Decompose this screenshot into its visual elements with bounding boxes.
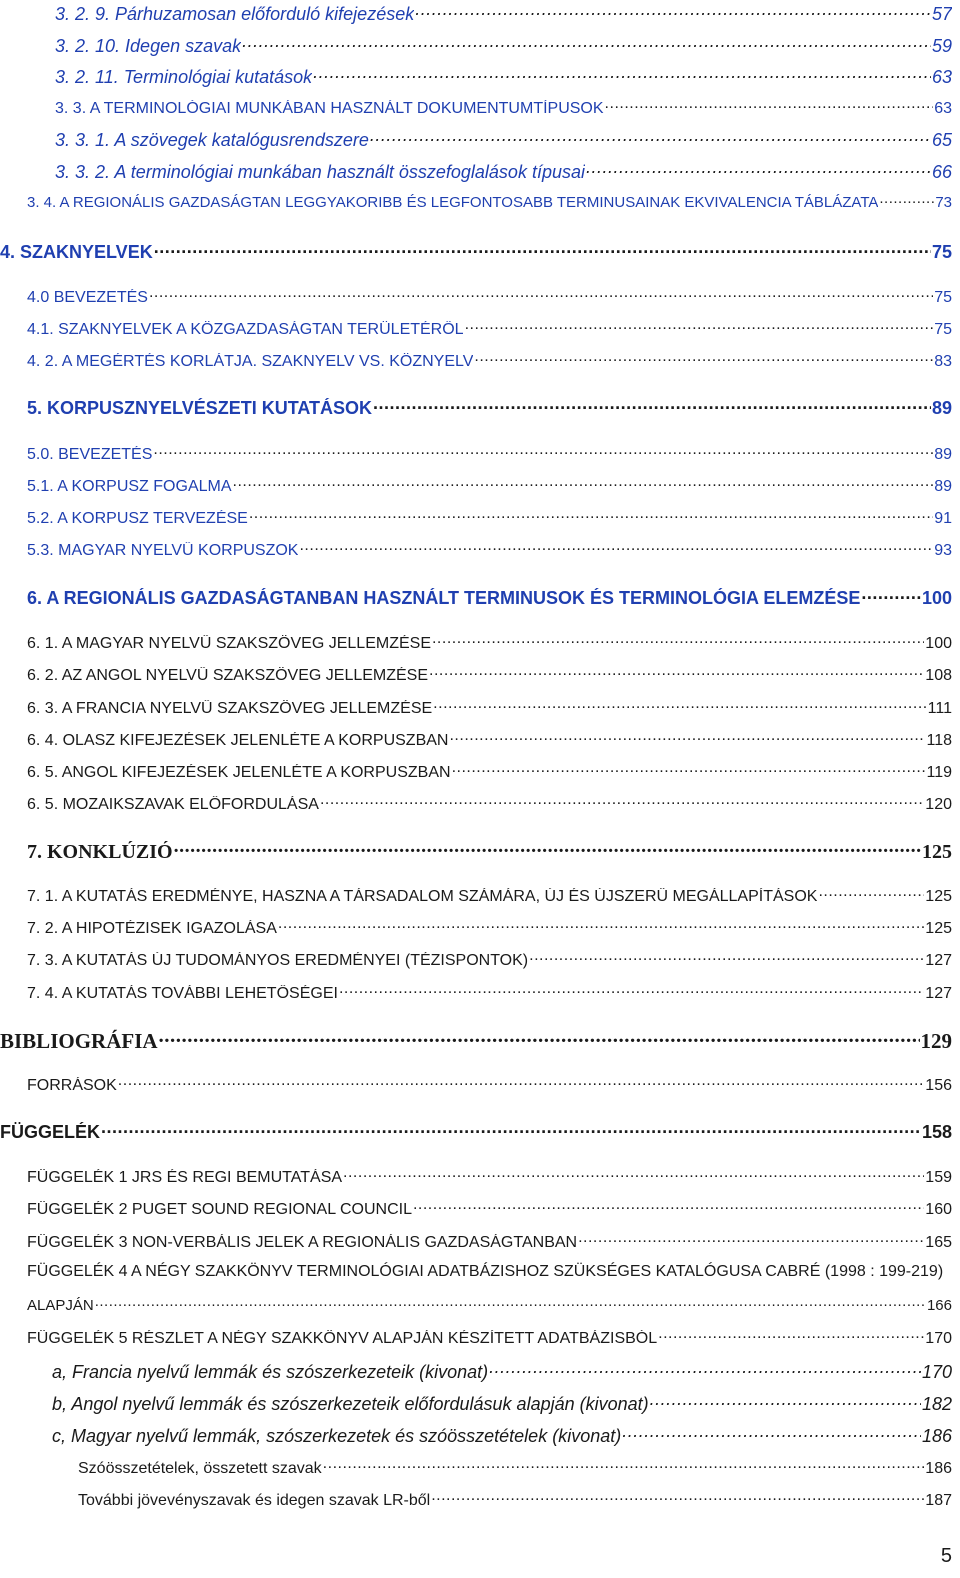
dot-leader [95,1295,926,1310]
toc-entry[interactable] [78,1457,952,1478]
dot-leader [474,350,933,366]
dot-leader [658,1327,924,1343]
toc-entry-title: b, Angol nyelvű lemmák és szószerkezeteik előfordulásuk alapján (kivonat) [52,1394,649,1414]
toc-entry-title: FÜGGELÉK 2 PUGET SOUND REGIONAL COUNCIL [27,1201,412,1218]
toc-entry-title: 6. 1. A MAGYAR NYELVŰ SZAKSZÖVEG JELLEMZÉSE [27,635,431,652]
dot-leader [339,982,924,998]
page-number: 5 [940,1545,952,1567]
dot-leader [154,240,931,258]
dot-leader [249,507,933,523]
toc-entry-title: 6. 5. MOZAIKSZAVAK ELŐFORDULÁSA [27,796,319,813]
toc-entry-title: 5.0. BEVEZETÉS [27,446,153,463]
dot-leader [153,443,933,459]
dot-leader [879,192,934,207]
dot-leader [320,793,924,809]
toc-entry-page: 89 [934,478,952,495]
toc-entry-title: 7. KONKLÚZIÓ [27,841,173,863]
toc-entry[interactable] [27,949,952,970]
toc-entry[interactable] [27,192,952,211]
dot-leader [278,917,924,933]
toc-entry-title: 7. 1. A KUTATÁS EREDMÉNYE, HASZNA A TÁRSADALOM SZÁMÁRA, ÚJ ÉS ÚJSZERŰ MEGÁLLAPÍTÁSOK [27,888,818,905]
toc-entry-page: 158 [921,1122,952,1142]
toc-entry-title: 6. A REGIONÁLIS GAZDASÁGTANBAN HASZNÁLT TERMINUSOK ÉS TERMINOLÓGIA ELEMZÉSE [27,588,861,608]
dot-leader [861,586,921,604]
dot-leader [529,949,924,965]
toc-entry-page: 182 [921,1394,952,1414]
dot-leader [415,2,931,20]
dot-leader [433,697,927,713]
dot-leader [299,539,933,555]
toc-entry[interactable] [27,1295,952,1314]
toc-entry[interactable] [55,160,952,183]
dot-leader [413,1198,924,1214]
toc-entry-title: 3. 3. 1. A szövegek katalógusrendszere [55,130,369,150]
toc-entry-title: 4.1. SZAKNYELVEK A KÖZGAZDASÁGTAN TERÜLETÉRŐL [27,321,464,338]
toc-entry[interactable] [27,1166,952,1187]
toc-entry-title: 3. 2. 9. Párhuzamosan előforduló kifejezések [55,4,415,24]
toc-entry[interactable] [27,885,952,906]
toc-entry[interactable] [27,838,952,864]
toc-entry-page: 63 [931,67,952,87]
toc-entry-title: 6. 2. AZ ANGOL NYELVŰ SZAKSZÖVEG JELLEMZÉSE [27,667,429,684]
dot-leader [370,128,931,146]
toc-entry-title: a, Francia nyelvű lemmák és szószerkezeteik (kivonat) [52,1362,489,1382]
dot-leader [343,1166,924,1182]
toc-entry-page: 66 [931,162,952,182]
dot-leader [622,1424,921,1442]
toc-entry-page: 170 [921,1362,952,1382]
dot-leader [242,34,931,52]
toc-entry-title: 5. KORPUSZNYELVÉSZETI KUTATÁSOK [27,398,373,418]
toc-entry[interactable] [0,240,952,263]
toc-entry-page: 129 [920,1029,952,1053]
toc-entry-title: 5.2. A KORPUSZ TERVEZÉSE [27,510,248,527]
dot-leader [818,885,924,901]
toc-entry[interactable] [27,1327,952,1348]
dot-leader [431,1489,924,1505]
toc-entry-page: 65 [931,130,952,150]
toc-entry-title: 6. 5. ANGOL KIFEJEZÉSEK JELENLÉTE A KORPUSZBAN [27,764,451,781]
toc-entry-title: 6. 4. OLASZ KIFEJEZÉSEK JELENLÉTE A KORPUSZBAN [27,732,449,749]
toc-entry-page: 100 [921,588,952,608]
toc-entry[interactable] [0,1027,952,1054]
toc-entry-page: 186 [921,1426,952,1446]
toc-entry[interactable] [27,793,952,814]
toc-entry-title: Szóösszetételek, összetett szavak [78,1460,322,1477]
toc-entry-page: 125 [925,920,952,937]
toc-entry-page: 91 [934,510,952,527]
toc-entry-page: 166 [926,1297,952,1314]
toc-entry-page: 93 [934,542,952,559]
toc-entry-title: FÜGGELÉK 3 NON-VERBÁLIS JELEK A REGIONÁLIS GAZDASÁGTANBAN [27,1234,578,1251]
toc-entry[interactable] [27,982,952,1003]
toc-entry[interactable] [27,396,952,419]
toc-entry-title: FÜGGELÉK 1 JRS ÉS REGI BEMUTATÁSA [27,1169,343,1186]
toc-entry-page: 127 [925,985,952,1002]
toc-entry-page: 59 [931,36,952,56]
dot-leader [373,396,931,414]
toc-entry-page: 119 [926,764,952,781]
toc-entry[interactable] [27,507,952,528]
toc-entry[interactable] [27,539,952,560]
dot-leader [429,664,924,680]
toc-entry-page: 75 [931,242,952,262]
dot-leader [449,729,925,745]
toc-entry[interactable] [0,1120,952,1143]
toc-entry[interactable] [27,632,952,653]
toc-entry[interactable] [27,318,952,339]
toc-entry-title: 7. 2. A HIPOTÉZISEK IGAZOLÁSA [27,920,277,937]
toc-entry[interactable] [27,1074,952,1095]
toc-entry-page: 125 [922,841,952,863]
toc-entry-page: 165 [925,1234,952,1251]
dot-leader [578,1231,924,1247]
toc-entry[interactable] [27,1198,952,1219]
dot-leader [101,1120,921,1138]
toc-entry-page: 187 [925,1492,952,1509]
toc-entry-title: 3. 2. 11. Terminológiai kutatások [55,67,313,87]
toc-entry-page: 118 [926,732,952,749]
toc-entry-title: c, Magyar nyelvű lemmák, szószerkezetek és szóösszetételek (kivonat) [52,1426,622,1446]
toc-entry[interactable] [27,697,952,718]
toc-entry-page: 159 [925,1169,952,1186]
toc-entry[interactable] [27,586,952,609]
dot-leader [432,632,924,648]
dot-leader [605,97,934,113]
toc-entry[interactable] [55,65,952,88]
toc-entry[interactable] [52,1392,952,1415]
dot-leader [313,65,931,83]
toc-entry-page: 170 [925,1330,952,1347]
toc-entry[interactable] [27,286,952,307]
toc-entry[interactable] [27,664,952,685]
dot-leader [159,1027,920,1048]
toc-entry-title: 5.1. A KORPUSZ FOGALMA [27,478,232,495]
toc-entry[interactable] [27,729,952,750]
dot-leader [118,1074,925,1090]
dot-leader [489,1360,921,1378]
wrapped-entry-first-line: FÜGGELÉK 4 A NÉGY SZAKKÖNYV TERMINOLÓGIAI ADATBÁZISHOZ SZÜKSÉGES KATALÓGUSA CABRÉ (1998 : 199-219) [27,1263,944,1280]
toc-entry[interactable] [27,761,952,782]
toc-entry-title: FÜGGELÉK 5 RÉSZLET A NÉGY SZAKKÖNYV ALAPJÁN KÉSZÍTETT ADATBÁZISBÓL [27,1330,658,1347]
toc-entry-page: 125 [925,888,952,905]
toc-entry-title: További jövevényszavak és idegen szavak LR-ből [78,1492,431,1509]
toc-entry-title: 4.0 BEVEZETÉS [27,289,148,306]
dot-leader [586,160,931,178]
toc-entry[interactable] [55,34,952,57]
toc-entry-title: FÜGGELÉK [0,1122,101,1142]
toc-entry[interactable] [27,350,952,371]
toc-entry-page: 186 [925,1460,952,1477]
dot-leader [650,1392,921,1410]
dot-leader [323,1457,925,1473]
toc-entry-title: 3. 4. A REGIONÁLIS GAZDASÁGTAN LEGGYAKORIBB ÉS LEGFONTOSABB TERMINUSAINAK EKVIVALENCIA TÁBLÁZATA [27,194,879,211]
dot-leader [149,286,933,302]
toc-entry-title: FORRÁSOK [27,1077,117,1094]
toc-entry-page: 156 [925,1077,952,1094]
toc-entry-title: 4. 2. A MEGÉRTÉS KORLÁTJA. SZAKNYELV VS. KÖZNYELV [27,353,474,370]
toc-entry-page: 89 [931,398,952,418]
toc-entry[interactable] [27,1231,952,1252]
toc-entry-title: 7. 3. A KUTATÁS ÚJ TUDOMÁNYOS EREDMÉNYEI (TÉZISPONTOK) [27,952,529,969]
toc-entry-title: 3. 3. 2. A terminológiai munkában használt összefoglalások típusai [55,162,585,182]
toc-entry-page: 108 [925,667,952,684]
toc-entry[interactable] [52,1424,952,1447]
toc-entry-page: 75 [934,289,952,306]
toc-entry[interactable] [52,1360,952,1383]
toc-entry[interactable] [27,475,952,496]
toc-entry[interactable] [55,2,952,25]
toc-entry-title: 5.3. MAGYAR NYELVŰ KORPUSZOK [27,542,299,559]
toc-entry-title: 7. 4. A KUTATÁS TOVÁBBI LEHETŐSÉGEI [27,985,338,1002]
toc-entry[interactable] [27,917,952,938]
toc-entry[interactable] [78,1489,952,1510]
toc-entry[interactable] [55,97,952,118]
toc-entry-page: 120 [925,796,952,813]
dot-leader [233,475,934,491]
dot-leader [452,761,926,777]
toc-entry-title: 3. 2. 10. Idegen szavak [55,36,242,56]
toc-entry-page: 57 [931,4,952,24]
toc-entry-title: 3. 3. A TERMINOLÓGIAI MUNKÁBAN HASZNÁLT DOKUMENTUMTÍPUSOK [55,100,604,117]
toc-entry-page: 73 [935,194,952,211]
toc-entry-page: 160 [925,1201,952,1218]
toc-entry-page: 111 [927,700,952,717]
toc-entry-page: 83 [934,353,952,370]
toc-entry-page: 100 [925,635,952,652]
dot-leader [174,838,921,858]
toc-entry-title: ALAPJÁN [27,1297,94,1314]
toc-entry-page: 89 [934,446,952,463]
toc-entry-page: 127 [925,952,952,969]
dot-leader [465,318,934,334]
toc-entry[interactable] [27,443,952,464]
toc-entry-page: 75 [934,321,952,338]
toc-entry-title: BIBLIOGRÁFIA [0,1029,158,1053]
toc-entry-page: 63 [934,100,952,117]
toc-entry-title: 4. SZAKNYELVEK [0,242,153,262]
toc-entry[interactable] [55,128,952,151]
toc-entry-title: 6. 3. A FRANCIA NYELVŰ SZAKSZÖVEG JELLEMZÉSE [27,700,433,717]
